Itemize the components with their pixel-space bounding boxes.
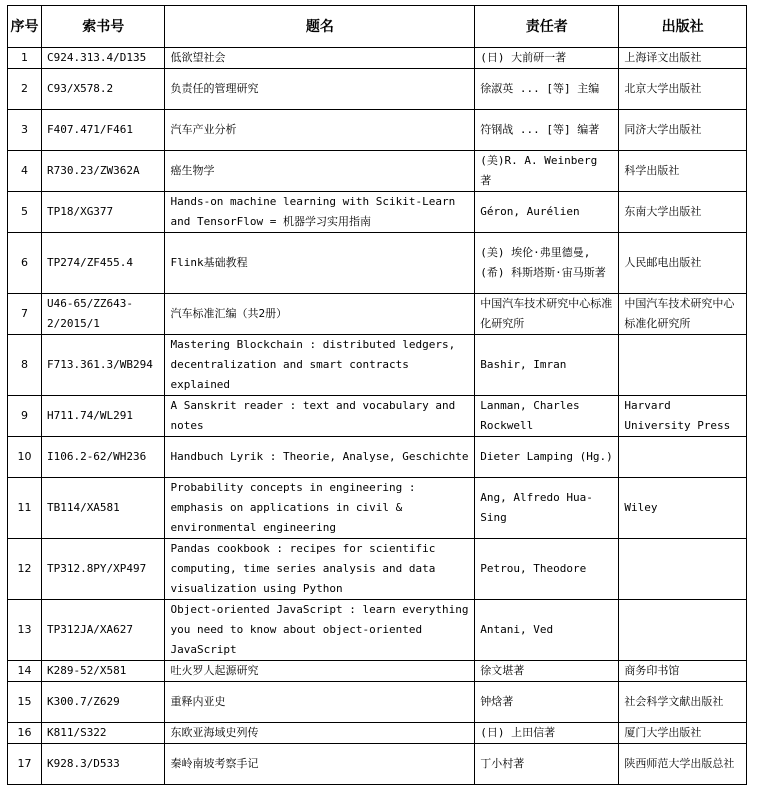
cell-title: 吐火罗人起源研究 bbox=[165, 661, 475, 682]
table-row bbox=[8, 723, 747, 744]
cell-publisher: 人民邮电出版社 bbox=[619, 233, 747, 294]
cell-publisher bbox=[619, 600, 747, 661]
cell-author: (美)R. A. Weinberg 著 bbox=[475, 151, 619, 192]
cell-author: (美) 埃伦·弗里德曼, (希) 科斯塔斯·宙马斯著 bbox=[475, 233, 619, 294]
cell-seq: 6 bbox=[8, 233, 42, 294]
cell-title: Probability concepts in engineering : emphasis on applications in civil & environmental engineering bbox=[165, 478, 475, 539]
cell-author: Dieter Lamping (Hg.) bbox=[475, 437, 619, 478]
table-row bbox=[8, 294, 747, 335]
header-call-number: 索书号 bbox=[41, 6, 165, 48]
cell-call-number: H711.74/WL291 bbox=[41, 396, 165, 437]
table-row bbox=[8, 744, 747, 785]
cell-author: 中国汽车技术研究中心标准化研究所 bbox=[475, 294, 619, 335]
cell-publisher: 商务印书馆 bbox=[619, 661, 747, 682]
cell-call-number: TP274/ZF455.4 bbox=[41, 233, 165, 294]
cell-call-number: C924.313.4/D135 bbox=[41, 48, 165, 69]
cell-title: 重释内亚史 bbox=[165, 682, 475, 723]
table-row bbox=[8, 600, 747, 661]
cell-title: Handbuch Lyrik : Theorie, Analyse, Geschichte bbox=[165, 437, 475, 478]
cell-publisher bbox=[619, 539, 747, 600]
cell-author: Antani, Ved bbox=[475, 600, 619, 661]
cell-publisher: 陕西师范大学出版总社 bbox=[619, 744, 747, 785]
table-row bbox=[8, 48, 747, 69]
table-row bbox=[8, 192, 747, 233]
table-row bbox=[8, 151, 747, 192]
cell-call-number: F407.471/F461 bbox=[41, 110, 165, 151]
cell-publisher: 社会科学文献出版社 bbox=[619, 682, 747, 723]
cell-seq: 4 bbox=[8, 151, 42, 192]
cell-author: 丁小村著 bbox=[475, 744, 619, 785]
table-row bbox=[8, 682, 747, 723]
cell-author: Géron, Aurélien bbox=[475, 192, 619, 233]
cell-seq: 5 bbox=[8, 192, 42, 233]
cell-publisher: 中国汽车技术研究中心标准化研究所 bbox=[619, 294, 747, 335]
table-row bbox=[8, 478, 747, 539]
cell-author: 徐文堪著 bbox=[475, 661, 619, 682]
cell-publisher: 厦门大学出版社 bbox=[619, 723, 747, 744]
header-title: 题名 bbox=[165, 6, 475, 48]
cell-seq: 11 bbox=[8, 478, 42, 539]
cell-author: 徐淑英 ... [等] 主编 bbox=[475, 69, 619, 110]
cell-call-number: U46-65/ZZ643-2/2015/1 bbox=[41, 294, 165, 335]
cell-call-number: TP312JA/XA627 bbox=[41, 600, 165, 661]
cell-publisher bbox=[619, 437, 747, 478]
cell-call-number: TB114/XA581 bbox=[41, 478, 165, 539]
cell-author: (日) 上田信著 bbox=[475, 723, 619, 744]
cell-call-number: C93/X578.2 bbox=[41, 69, 165, 110]
cell-call-number: F713.361.3/WB294 bbox=[41, 335, 165, 396]
cell-call-number: K811/S322 bbox=[41, 723, 165, 744]
cell-author: Bashir, Imran bbox=[475, 335, 619, 396]
cell-seq: 13 bbox=[8, 600, 42, 661]
cell-title: Hands-on machine learning with Scikit-Learn and TensorFlow = 机器学习实用指南 bbox=[165, 192, 475, 233]
header-row bbox=[8, 6, 747, 48]
cell-publisher: Wiley bbox=[619, 478, 747, 539]
table-row bbox=[8, 69, 747, 110]
cell-author: Lanman, Charles Rockwell bbox=[475, 396, 619, 437]
cell-title: 汽车产业分析 bbox=[165, 110, 475, 151]
cell-title: Mastering Blockchain : distributed ledgers, decentralization and smart contracts explained bbox=[165, 335, 475, 396]
cell-title: Pandas cookbook : recipes for scientific computing, time series analysis and data visualization using Python bbox=[165, 539, 475, 600]
cell-seq: 8 bbox=[8, 335, 42, 396]
cell-title: A Sanskrit reader : text and vocabulary and notes bbox=[165, 396, 475, 437]
cell-seq: 14 bbox=[8, 661, 42, 682]
cell-seq: 3 bbox=[8, 110, 42, 151]
table-row bbox=[8, 661, 747, 682]
cell-call-number: I106.2-62/WH236 bbox=[41, 437, 165, 478]
cell-call-number: TP18/XG377 bbox=[41, 192, 165, 233]
cell-call-number: K928.3/D533 bbox=[41, 744, 165, 785]
cell-title: 低欲望社会 bbox=[165, 48, 475, 69]
header-publisher: 出版社 bbox=[619, 6, 747, 48]
cell-title: 东欧亚海域史列传 bbox=[165, 723, 475, 744]
cell-seq: 7 bbox=[8, 294, 42, 335]
table-row bbox=[8, 110, 747, 151]
cell-call-number: K289-52/X581 bbox=[41, 661, 165, 682]
book-list-table bbox=[7, 5, 747, 785]
cell-publisher: Harvard University Press bbox=[619, 396, 747, 437]
cell-seq: 1 bbox=[8, 48, 42, 69]
cell-seq: 16 bbox=[8, 723, 42, 744]
cell-seq: 15 bbox=[8, 682, 42, 723]
cell-publisher: 北京大学出版社 bbox=[619, 69, 747, 110]
cell-author: Ang, Alfredo Hua-Sing bbox=[475, 478, 619, 539]
cell-call-number: TP312.8PY/XP497 bbox=[41, 539, 165, 600]
cell-author: 钟焓著 bbox=[475, 682, 619, 723]
cell-title: 秦岭南坡考察手记 bbox=[165, 744, 475, 785]
table-row bbox=[8, 233, 747, 294]
cell-title: 负责任的管理研究 bbox=[165, 69, 475, 110]
table-row bbox=[8, 539, 747, 600]
cell-author: (日) 大前研一著 bbox=[475, 48, 619, 69]
cell-seq: 2 bbox=[8, 69, 42, 110]
cell-publisher: 科学出版社 bbox=[619, 151, 747, 192]
cell-seq: 17 bbox=[8, 744, 42, 785]
header-author: 责任者 bbox=[475, 6, 619, 48]
cell-publisher: 上海译文出版社 bbox=[619, 48, 747, 69]
cell-author: 符钢战 ... [等] 编著 bbox=[475, 110, 619, 151]
cell-title: 癌生物学 bbox=[165, 151, 475, 192]
table-row bbox=[8, 437, 747, 478]
cell-title: Flink基础教程 bbox=[165, 233, 475, 294]
header-seq: 序号 bbox=[8, 6, 42, 48]
cell-publisher: 同济大学出版社 bbox=[619, 110, 747, 151]
cell-publisher: 东南大学出版社 bbox=[619, 192, 747, 233]
cell-title: 汽车标准汇编（共2册） bbox=[165, 294, 475, 335]
cell-seq: 9 bbox=[8, 396, 42, 437]
table-row bbox=[8, 396, 747, 437]
cell-seq: 10 bbox=[8, 437, 42, 478]
table-row bbox=[8, 335, 747, 396]
cell-call-number: R730.23/ZW362A bbox=[41, 151, 165, 192]
cell-seq: 12 bbox=[8, 539, 42, 600]
cell-call-number: K300.7/Z629 bbox=[41, 682, 165, 723]
cell-publisher bbox=[619, 335, 747, 396]
cell-title: Object-oriented JavaScript : learn everything you need to know about object-oriented JavaScript bbox=[165, 600, 475, 661]
cell-author: Petrou, Theodore bbox=[475, 539, 619, 600]
